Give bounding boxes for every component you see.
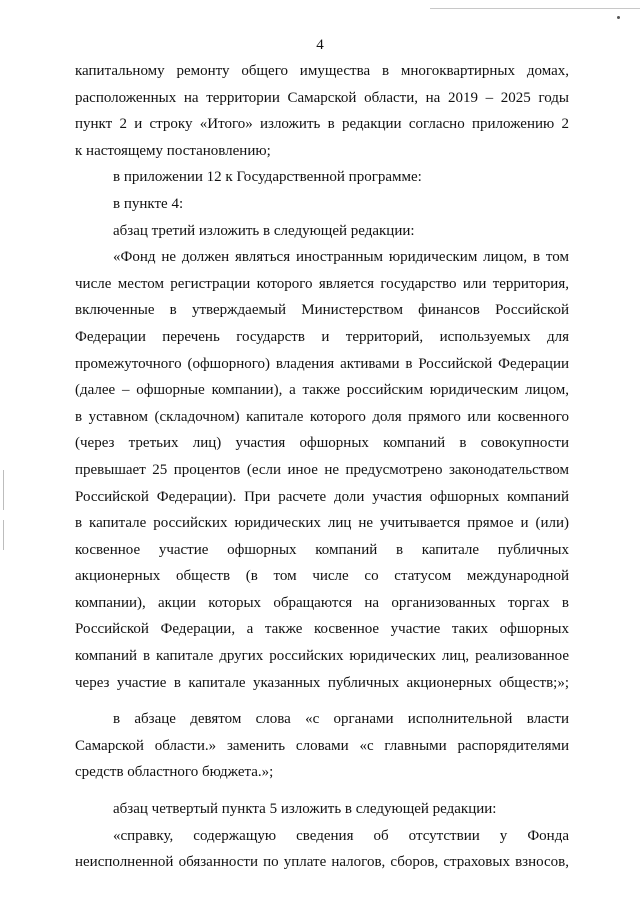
text-line: превышает 25 процентов (если иное не предусмотрено законодательством xyxy=(75,461,569,478)
text-line: (далее – офшорные компании), а также российским юридическим лицом, xyxy=(75,382,569,399)
text-line: акционерных обществ (в том числе со статусом международной xyxy=(75,568,569,585)
text-line: абзац четвертый пункта 5 изложить в следующей редакции: xyxy=(113,801,497,818)
text-line: пункт 2 и строку «Итого» изложить в редакции согласно приложению 2 xyxy=(75,116,569,133)
text-line: капитальному ремонту общего имущества в многоквартирных домах, xyxy=(75,63,569,79)
text-line: компаний в капитале других российских юридических лиц, реализованное xyxy=(75,648,569,665)
text-line: расположенных на территории Самарской области, на 2019 – 2025 годы xyxy=(75,89,569,106)
text-line: «Фонд не должен являться иностранным юридическим лицом, в том xyxy=(113,249,569,266)
text-line: в приложении 12 к Государственной программе: xyxy=(113,169,422,186)
text-line: промежуточного (офшорного) владения активами в Российской Федерации xyxy=(75,355,569,372)
text-line: косвенное участие офшорных компаний в капитале публичных xyxy=(75,541,569,558)
page-number: 4 xyxy=(316,37,324,53)
text-line: неисполненной обязанности по уплате налогов, сборов, страховых взносов, xyxy=(75,854,569,871)
scan-edge-line xyxy=(430,8,640,9)
scan-left-mark xyxy=(3,520,4,550)
text-line: Российской Федерации, а также косвенное участие таких офшорных xyxy=(75,621,569,638)
text-line: компании), акции которых обращаются на организованных торгах в xyxy=(75,594,569,611)
text-line: в абзаце девятом слова «с органами исполнительной власти xyxy=(113,711,569,728)
text-line: через участие в капитале указанных публичных акционерных обществ;»; xyxy=(75,674,569,691)
text-line: Самарской области.» заменить словами «с главными распорядителями xyxy=(75,737,569,754)
text-line: включенные в утверждаемый Министерством финансов Российской xyxy=(75,302,569,319)
scan-left-mark xyxy=(3,470,4,510)
paragraph-gap xyxy=(75,696,569,706)
scan-dot-mark xyxy=(617,16,620,19)
text-line: к настоящему постановлению; xyxy=(75,142,271,159)
text-line: средств областного бюджета.»; xyxy=(75,764,274,781)
text-line: в пункте 4: xyxy=(113,195,184,212)
paragraph-gap xyxy=(75,786,569,796)
text-line: числе местом регистрации которого является государство или территория, xyxy=(75,275,569,292)
text-line: Федерации перечень государств и территорий, используемых для xyxy=(75,328,569,345)
text-line: Российской Федерации). При расчете доли участия офшорных компаний xyxy=(75,488,569,505)
text-line: в уставном (складочном) капитале которого доля прямого или косвенного xyxy=(75,408,569,425)
text-line: «справку, содержащую сведения об отсутствии у Фонда xyxy=(113,827,569,844)
text-line: в капитале российских юридических лиц не учитывается прямое и (или) xyxy=(75,515,569,532)
text-line: (через третьих лиц) участия офшорных компаний в совокупности xyxy=(75,435,569,452)
text-line: абзац третий изложить в следующей редакции: xyxy=(113,222,415,239)
document-body xyxy=(75,58,569,876)
